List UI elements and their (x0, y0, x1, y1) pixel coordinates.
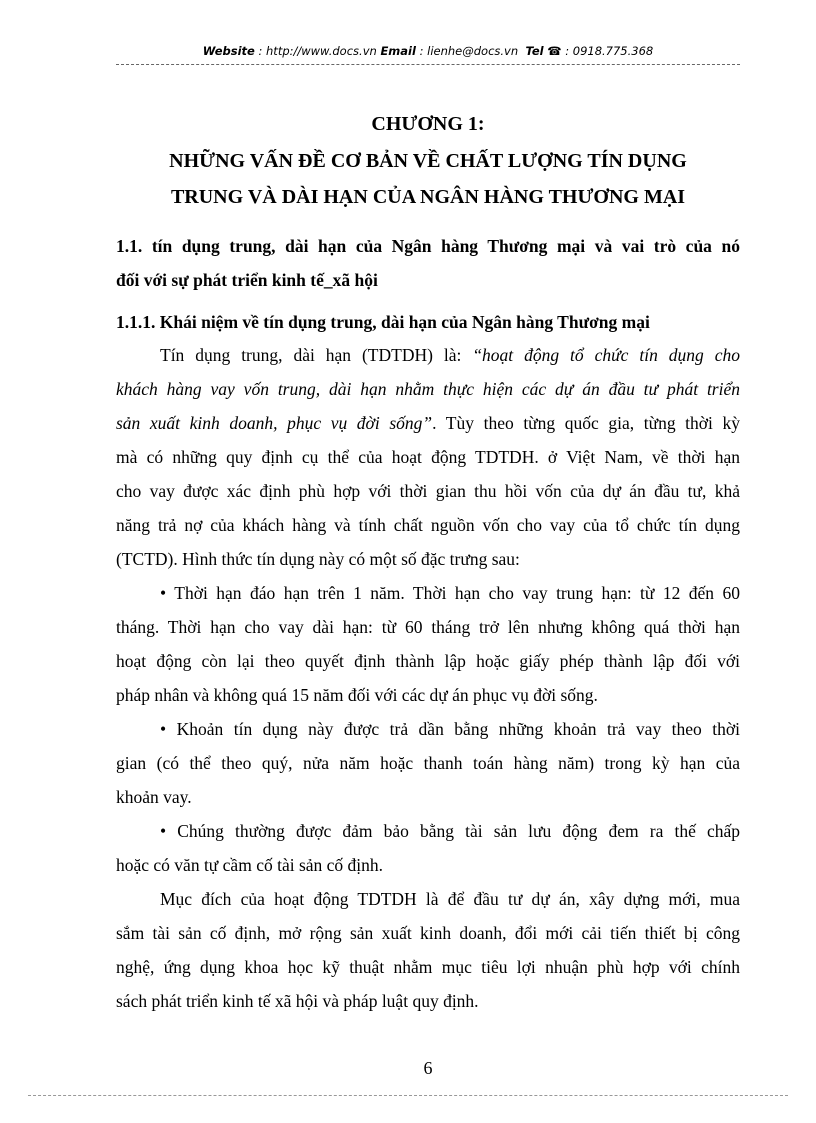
bullet-1-line-2: tháng. Thời hạn cho vay dài hạn: từ 60 tháng trở lên nhưng không quá thời hạn (116, 617, 740, 637)
phone-icon: ☎ (547, 44, 562, 58)
paragraph-1-line-5: cho vay được xác định phù hợp với thời gian thu hồi vốn của dự án đầu tư, khả (116, 481, 740, 501)
paragraph-2-line-3: nghệ, ứng dụng khoa học kỹ thuật nhằm mục tiêu lợi nhuận phù hợp với chính (116, 957, 740, 977)
footer-divider (28, 1095, 788, 1096)
paragraph-2-line-4: sách phát triển kinh tế xã hội và pháp luật quy định. (116, 991, 479, 1011)
email-label: Email (380, 44, 416, 58)
page-header (116, 44, 740, 58)
bullet-3-line-2: hoặc có văn tự cầm cố tài sản cố định. (116, 855, 384, 875)
section-heading-line-1: 1.1. tín dụng trung, dài hạn của Ngân hàng Thương mại và vai trò của nó (116, 236, 740, 256)
page-number: 6 (423, 1058, 433, 1078)
website-url[interactable]: http://www.docs.vn (266, 44, 377, 58)
bullet-1-line-4: pháp nhân và không quá 15 năm đối với các dự án phục vụ đời sống. (116, 685, 598, 705)
chapter-number: CHƯƠNG 1: (371, 113, 485, 135)
paragraph-1-line-6: năng trả nợ của khách hàng và tính chất nguồn vốn cho vay của tổ chức tín dụng (116, 515, 740, 535)
bullet-2-line-3: khoản vay. (116, 787, 192, 807)
paragraph-1-line-7: (TCTD). Hình thức tín dụng này có một số đặc trưng sau: (116, 549, 520, 569)
chapter-title-line-1: NHỮNG VẤN ĐỀ CƠ BẢN VỀ CHẤT LƯỢNG TÍN DỤNG (169, 150, 687, 172)
website-label: Website (202, 44, 255, 58)
tel-value: : 0918.775.368 (561, 44, 654, 58)
paragraph-1-line-2: khách hàng vay vốn trung, dài hạn nhằm thực hiện các dự án đầu tư phát triển (116, 379, 740, 399)
header-divider (116, 64, 740, 65)
website-separator: : (254, 44, 267, 58)
bullet-3-line-1: • Chúng thường được đảm bảo bằng tài sản lưu động đem ra thế chấp (160, 821, 740, 841)
bullet-1-line-1: • Thời hạn đáo hạn trên 1 năm. Thời hạn cho vay trung hạn: từ 12 đến 60 (160, 583, 740, 603)
chapter-title-line-2: TRUNG VÀ DÀI HẠN CỦA NGÂN HÀNG THƯƠNG MẠI (170, 186, 686, 208)
email-value[interactable]: lienhe@docs.vn (427, 44, 519, 58)
paragraph-1-line-1: Tín dụng trung, dài hạn (TDTDH) là: “hoạt động tổ chức tín dụng cho (160, 345, 741, 365)
paragraph-2-line-1: Mục đích của hoạt động TDTDH là để đầu tư dự án, xây dựng mới, mua (160, 889, 740, 909)
subsection-heading: 1.1.1. Khái niệm về tín dụng trung, dài hạn của Ngân hàng Thương mại (116, 312, 650, 332)
section-heading-line-2: đối với sự phát triển kinh tế_xã hội (116, 270, 378, 290)
bullet-1-line-3: hoạt động còn lại theo quyết định thành lập hoặc giấy phép thành lập đối với (116, 651, 740, 671)
paragraph-1-line-3: sản xuất kinh doanh, phục vụ đời sống”. Tùy theo từng quốc gia, từng thời kỳ (116, 413, 740, 433)
paragraph-1-line-4: mà có những quy định cụ thể của hoạt động TDTDH. ở Việt Nam, về thời hạn (116, 447, 740, 467)
email-separator: : (415, 44, 428, 58)
bullet-2-line-1: • Khoản tín dụng này được trả dần bằng những khoản trả vay theo thời (160, 719, 740, 739)
bullet-2-line-2: gian (có thể theo quý, nửa năm hoặc thanh toán hàng năm) trong kỳ hạn của (116, 753, 740, 773)
paragraph-2-line-2: sắm tài sản cố định, mở rộng sản xuất kinh doanh, đổi mới cải tiến thiết bị công (116, 923, 740, 943)
tel-label: Tel (525, 44, 544, 58)
